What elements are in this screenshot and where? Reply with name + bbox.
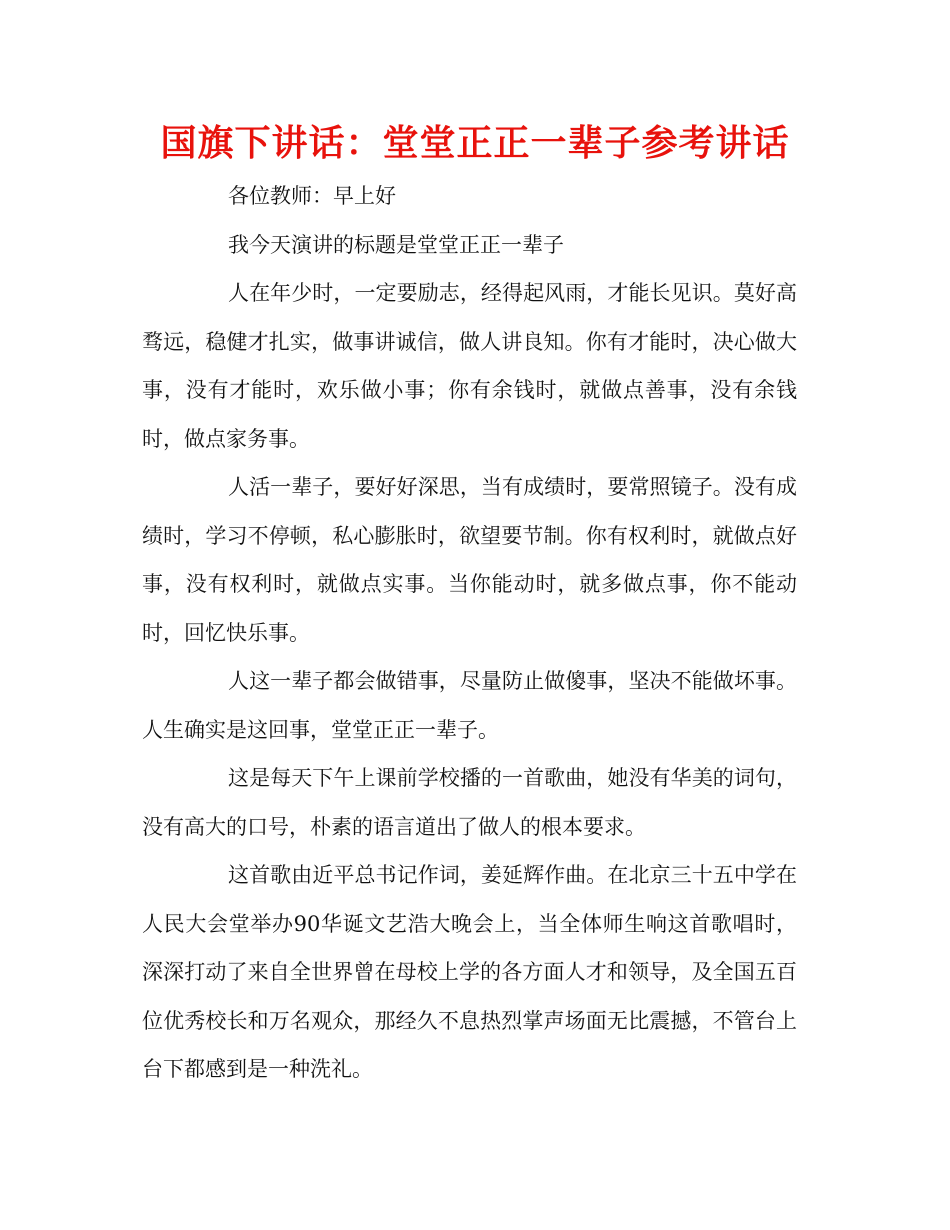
paragraph-greeting: 各位教师：早上好 [228,184,396,208]
paragraph-lyrics-3: 人这一辈子都会做错事，尽量防止做傻事，坚决不能做坏事。人生确实是这回事，堂堂正正一辈子。 [142,669,797,742]
document-title: 国旗下讲话：堂堂正正一辈子参考讲话 [160,123,790,164]
document-body [142,172,797,1094]
paragraph-song-origin: 这首歌由近平总书记作词，姜延辉作曲。在北京三十五中学在人民大会堂举办90华诞文艺浩大晚会上，当全体师生响这首歌唱时，深深打动了来自全世界曾在母校上学的各方面人才和领导，及全国五百位优秀校长和万名观众，那经久不息热烈掌声场面无比震撼，不管台上台下都感到是一种洗礼。 [142,863,797,1081]
paragraph-topic: 我今天演讲的标题是堂堂正正一辈子 [228,232,564,257]
paragraph-lyrics-1: 人在年少时，一定要励志，经得起风雨，才能长见识。莫好高骛远，稳健才扎实，做事讲诚信，做人讲良知。你有才能时，决心做大事，没有才能时，欢乐做小事；你有余钱时，就做点善事，没有余钱时，做点家务事。 [142,281,797,451]
paragraph-lyrics-2: 人活一辈子，要好好深思，当有成绩时，要常照镜子。没有成绩时，学习不停顿，私心膨胀时，欲望要节制。你有权利时，就做点好事，没有权利时，就做点实事。当你能动时，就多做点事，你不能动时，回忆快乐事。 [142,475,797,645]
paragraph-song-intro: 这是每天下午上课前学校播的一首歌曲，她没有华美的词句，没有高大的口号，朴素的语言道出了做人的根本要求。 [142,766,797,839]
